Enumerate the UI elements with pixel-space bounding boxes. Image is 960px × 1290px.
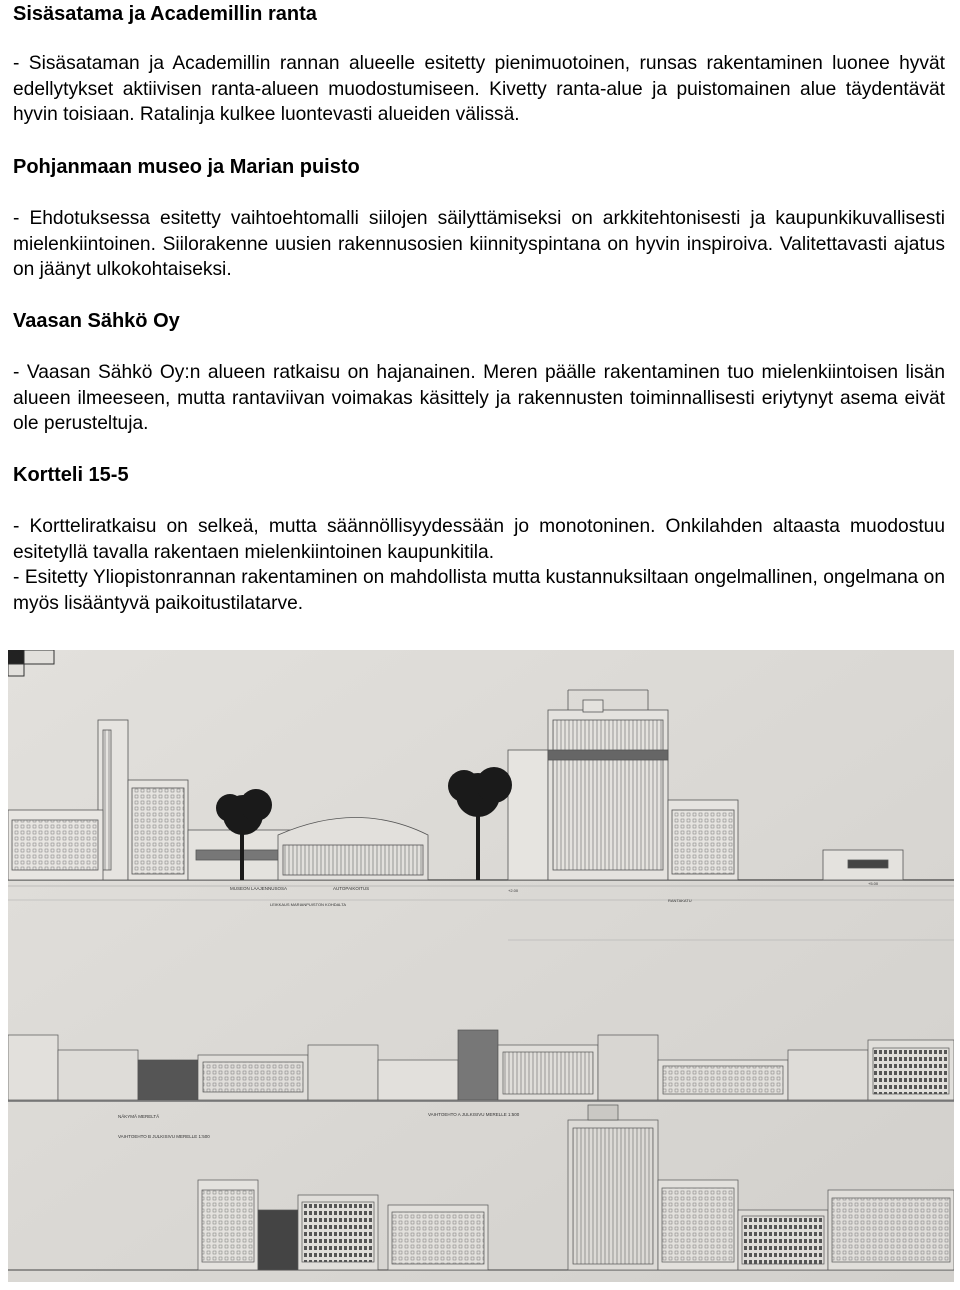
- drawing-label: AUTOPAIKOITUS: [333, 886, 370, 891]
- section-heading: Kortteli 15-5: [13, 464, 129, 486]
- section-heading: Vaasan Sähkö Oy: [13, 310, 180, 332]
- drawing-label: LEIKKAUS MARIANPUISTON KOHDALTA: [270, 902, 347, 907]
- drawing-label: MUSEON LAAJENNUSOSA: [230, 886, 288, 891]
- section-paragraph: - Sisäsataman ja Academillin rannan alueelle esitetty pienimuotoinen, runsas rakentaminen luonee hyvät edellytykset aktiivisen ranta-alueen muodostumiseen. Kivetty ranta-alue ja puistomainen alue täydentävät hyvin toisiaan. Ratalinja kulkee luontevasti alueiden välissä.: [13, 53, 945, 125]
- section-paragraph: - Vaasan Sähkö Oy:n alueen ratkaisu on hajanainen. Meren päälle rakentaminen tuo mielenkiintoisen lisän alueen ilmeeseen, mutta rantaviivan voimakas käsittely ja rakennusten toiminnallisesti eriytynyt asema eivät ole perusteltuja.: [13, 362, 945, 434]
- drawing-label: +5.00: [868, 881, 879, 886]
- drawing-label: +2.00: [508, 888, 519, 893]
- drawing-label: RANTAKATU: [668, 898, 692, 903]
- section-heading: Sisäsatama ja Academillin ranta: [13, 3, 317, 25]
- elevation-drawing-svg: [8, 650, 954, 1282]
- drawing-label: VAIHTOEHTO B JULKISIVU MERELLE 1:500: [118, 1134, 210, 1139]
- section-paragraph: - Kortteliratkaisu on selkeä, mutta säännöllisyydessään jo monotoninen. Onkilahden altaasta muodostuu esitetyllä tavalla rakentaen mielenkiintoinen kaupunkitila.: [13, 516, 945, 563]
- section-heading: Pohjanmaan museo ja Marian puisto: [13, 156, 360, 178]
- drawing-label: NÄKYMÄ MERELTÄ: [118, 1114, 160, 1119]
- architectural-elevation-drawing: [8, 650, 954, 1282]
- drawing-label: VAIHTOEHTO A JULKISIVU MERELLE 1:500: [428, 1112, 520, 1117]
- section-paragraph: - Esitetty Yliopistonrannan rakentaminen on mahdollista mutta kustannuksiltaan ongelmallinen, ongelmana on myös lisääntyvä paikoitustilatarve.: [13, 567, 945, 614]
- section-paragraph: - Ehdotuksessa esitetty vaihtoehtomalli siilojen säilyttämiseksi on arkkitehtonisesti ja kaupunkikuvallisesti mielenkiintoinen. Siilorakenne uusien rakennusosien kiinnityspintana on hyvin inspiroiva. Valitettavasti ajatus on jäänyt ulkokohtaiseksi.: [13, 208, 945, 280]
